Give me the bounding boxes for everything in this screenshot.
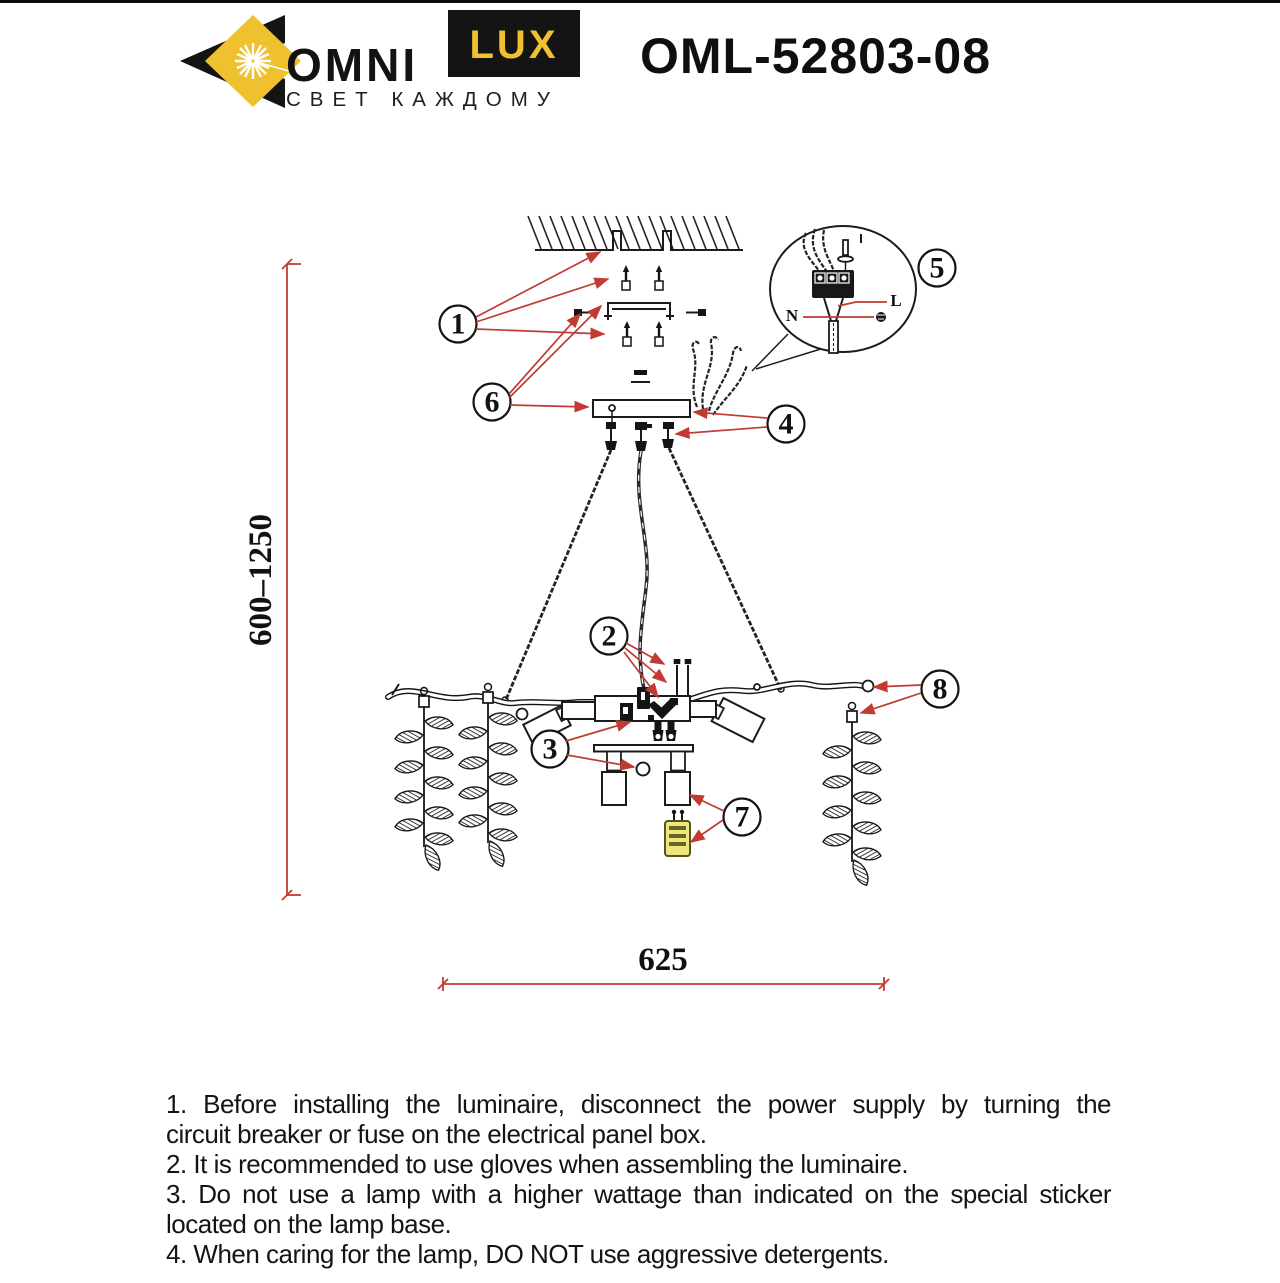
instruction-line: located on the lamp base. xyxy=(166,1209,452,1239)
model-number: OML-52803-08 xyxy=(640,28,992,84)
canopy-bolt xyxy=(655,321,663,346)
callout-1 xyxy=(440,306,477,343)
socket-hanger xyxy=(666,721,677,741)
instruction-line: 1. Before installing the luminaire, disconnect the power supply by turning the xyxy=(166,1089,1111,1119)
instruction-line: 3. Do not use a lamp with a higher wattage than indicated on the special sticker xyxy=(166,1179,1111,1209)
live-label: L xyxy=(890,291,902,310)
halogen-bulb xyxy=(665,810,690,856)
svg-text:5: 5 xyxy=(929,251,945,285)
mains-wires xyxy=(693,337,747,415)
neutral-label: N xyxy=(785,306,799,325)
decorative-ball xyxy=(637,763,650,776)
callout-5 xyxy=(919,250,956,287)
svg-text:6: 6 xyxy=(484,385,500,419)
anchor-bolt xyxy=(655,265,663,290)
canopy-fitting xyxy=(662,422,674,448)
svg-text:1: 1 xyxy=(450,307,466,341)
mounting-bracket xyxy=(604,303,674,320)
side-screw-right xyxy=(686,309,706,316)
mounting-hardware xyxy=(574,265,706,382)
brand-accent: LUX xyxy=(469,23,559,67)
dimension-width xyxy=(438,942,889,991)
height-range-label: 600–1250 xyxy=(243,514,279,646)
socket-hanger xyxy=(653,721,664,741)
instruction-line: circuit breaker or fuse on the electrical panel box. xyxy=(166,1119,707,1149)
brand-logo xyxy=(172,7,602,113)
callout-4 xyxy=(768,406,805,443)
hub-screw xyxy=(674,659,681,696)
svg-text:3: 3 xyxy=(542,732,558,766)
callout-3 xyxy=(532,731,569,768)
instruction-line: 2. It is recommended to use gloves when assembling the luminaire. xyxy=(166,1149,909,1179)
callout-6 xyxy=(474,384,511,421)
canopy-bolt xyxy=(623,321,631,346)
installation-diagram xyxy=(150,133,1140,1033)
ceiling-section xyxy=(528,216,743,250)
suspension-cables xyxy=(502,448,784,703)
callout-2 xyxy=(591,618,628,655)
leaf-strand xyxy=(822,703,882,888)
leaf-strand xyxy=(394,688,454,873)
callout-7 xyxy=(724,799,761,836)
lamp-holder-right xyxy=(665,752,690,806)
svg-text:4: 4 xyxy=(778,407,794,441)
instruction-line: 4. When caring for the lamp, DO NOT use aggressive detergents. xyxy=(166,1239,889,1269)
svg-text:2: 2 xyxy=(601,619,617,653)
lamp-holder-left xyxy=(602,752,626,806)
ground-terminal-icon xyxy=(876,312,886,322)
spotlight-head-right xyxy=(712,698,765,742)
anchor-bolt xyxy=(622,265,630,290)
cable-clamp xyxy=(631,370,650,382)
callout-8 xyxy=(922,671,959,708)
instructions-block xyxy=(166,1089,1111,1269)
dimension-height xyxy=(243,259,301,900)
wiring-detail-bubble xyxy=(752,226,916,371)
canopy-fitting xyxy=(635,422,652,451)
ceiling-canopy xyxy=(593,400,690,451)
width-label: 625 xyxy=(638,942,688,978)
svg-text:7: 7 xyxy=(734,800,750,834)
terminal-block xyxy=(812,270,854,298)
canopy-fitting xyxy=(605,422,617,450)
brand-word: OMNI xyxy=(286,39,419,91)
hub-screw xyxy=(685,659,692,696)
brand-tagline: СВЕТ КАЖДОМУ xyxy=(286,88,559,111)
leaf-strand xyxy=(458,684,518,869)
svg-text:8: 8 xyxy=(932,672,948,706)
